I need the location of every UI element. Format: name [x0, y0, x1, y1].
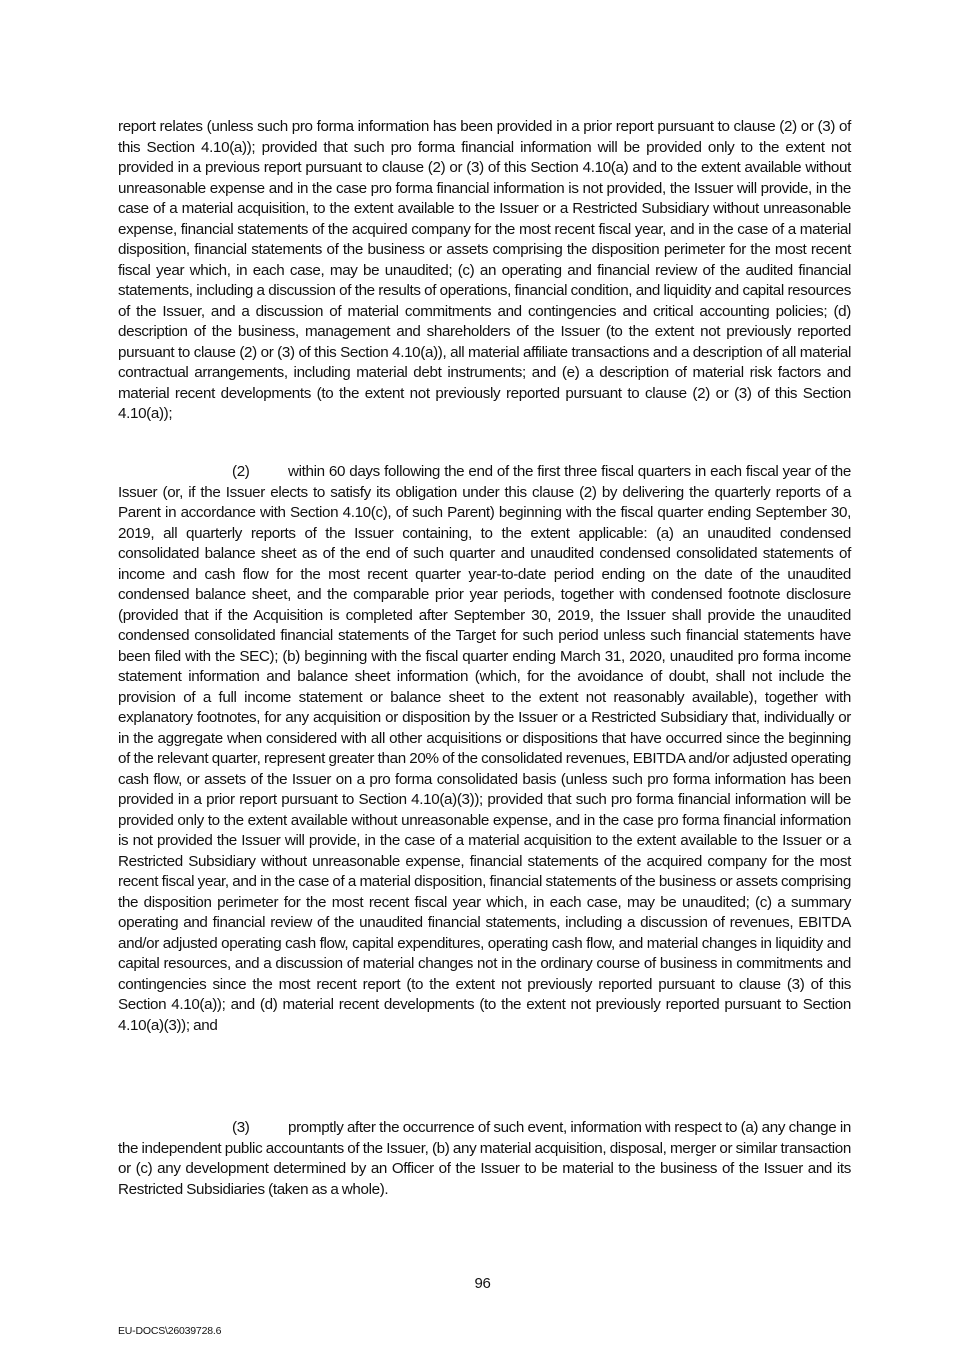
clause-number: (3)	[232, 1119, 250, 1136]
paragraph-text: report relates (unless such pro forma information has been provided in a prior report pursuant to clause (2) or (3) of this Section 4.10(a)); provided that such pro forma financial information will be provided only to the extent not provided in a previous report pursuant to clause (2) or (3) of this Section 4.10(a) and to the extent available without unreasonable expense and in the case pro forma financial information is not provided, the Issuer will provide, in the case of a material acquisition, to the extent available to the Issuer or a Restricted Subsidiary without unreasonable expense, financial statements of the acquired company for the most recent fiscal year, and in the case of a material disposition, financial statements of the business or assets comprising the disposition perimeter for the most recent fiscal year which, in each case, may be unaudited; (c) an operating and financial review of the audited financial statements, including a discussion of the results of operations, financial condition, and liquidity and capital resources of the Issuer, and a discussion of material commitments and contingencies and critical accounting policies; (d) description of the business, management and shareholders of the Issuer (to the extent not previously reported pursuant to clause (2) or (3) of this Section 4.10(a)), all material affiliate transactions and a description of all material contractual arrangements, including material debt instruments; and (e) a description of material risk factors and material recent developments (to the extent not previously reported pursuant to clause (2) or (3) of this Section 4.10(a));	[118, 118, 851, 422]
clause-number: (2)	[232, 463, 250, 480]
paragraph-continued	[118, 117, 851, 425]
document-reference: EU-DOCS\26039728.6	[118, 1325, 222, 1337]
clause-text: within 60 days following the end of the first three fiscal quarters in each fiscal year of the Issuer (or, if the Issuer elects to satisfy its obligation under this clause (2) by delivering the quarterly reports of a Parent in accordance with Section 4.10(c), of such Parent) beginning with the fiscal quarter ending September 30, 2019, all quarterly reports of the Issuer containing, to the extent applicable: (a) an unaudited condensed consolidated balance sheet as of the end of such quarter and unaudited condensed consolidated statements of income and cash flow for the most recent quarter year-to-date period ending on the date of the unaudited condensed balance sheet, and the comparable prior year periods, together with condensed footnote disclosure (provided that if the Acquisition is completed after September 30, 2019, the Issuer shall provide the unaudited condensed consolidated financial statements of the Target for such period unless such financial statements have been filed with the SEC); (b) beginning with the fiscal quarter ending March 31, 2020, unaudited pro forma income statement information and balance sheet information (which, for the avoidance of doubt, shall not include the provision of a full income statement or balance sheet to the extent not reasonably available), together with explanatory footnotes, for any acquisition or disposition by the Issuer or a Restricted Subsidiary that, individually or in the aggregate when considered with all other acquisitions or dispositions that have occurred since the beginning of the relevant quarter, represent greater than 20% of the consolidated revenues, EBITDA and/or adjusted operating cash flow, or assets of the Issuer on a pro forma consolidated basis (unless such pro forma information has been provided in a prior report pursuant to Section 4.10(a)(3)); provided that such pro forma financial information will be provided only to the extent available without unreasonable expense, and in the case pro forma financial information is not provided the Issuer will provide, in the case of a material acquisition to the extent available to the Issuer or a Restricted Subsidiary without unreasonable expense, financial statements of the acquired company for the most recent fiscal year, and in the case of a material disposition, financial statements of the business or assets comprising the disposition perimeter for the most recent fiscal year which, in each case, may be unaudited; (c) a summary operating and financial review of the unaudited financial statements, including a discussion of revenues, EBITDA and/or adjusted operating cash flow, capital expenditures, operating cash flow, and material changes in liquidity and capital resources, and a discussion of material changes not in the ordinary course of business in commitments and contingencies since the most recent report (to the extent not previously reported pursuant to clause (3) of this Section 4.10(a)); and (d) material recent developments (to the extent not previously reported pursuant to Section 4.10(a)(3)); and	[118, 463, 851, 1034]
clause-3-paragraph	[118, 1118, 851, 1200]
clause-2-paragraph	[118, 462, 851, 1036]
clause-text: promptly after the occurrence of such event, information with respect to (a) any change in the independent public accountants of the Issuer, (b) any material acquisition, disposal, merger or similar transaction or (c) any development determined by an Officer of the Issuer to be material to the business of the Issuer and its Restricted Subsidiaries (taken as a whole).	[118, 1119, 851, 1198]
page-number: 96	[474, 1275, 491, 1292]
